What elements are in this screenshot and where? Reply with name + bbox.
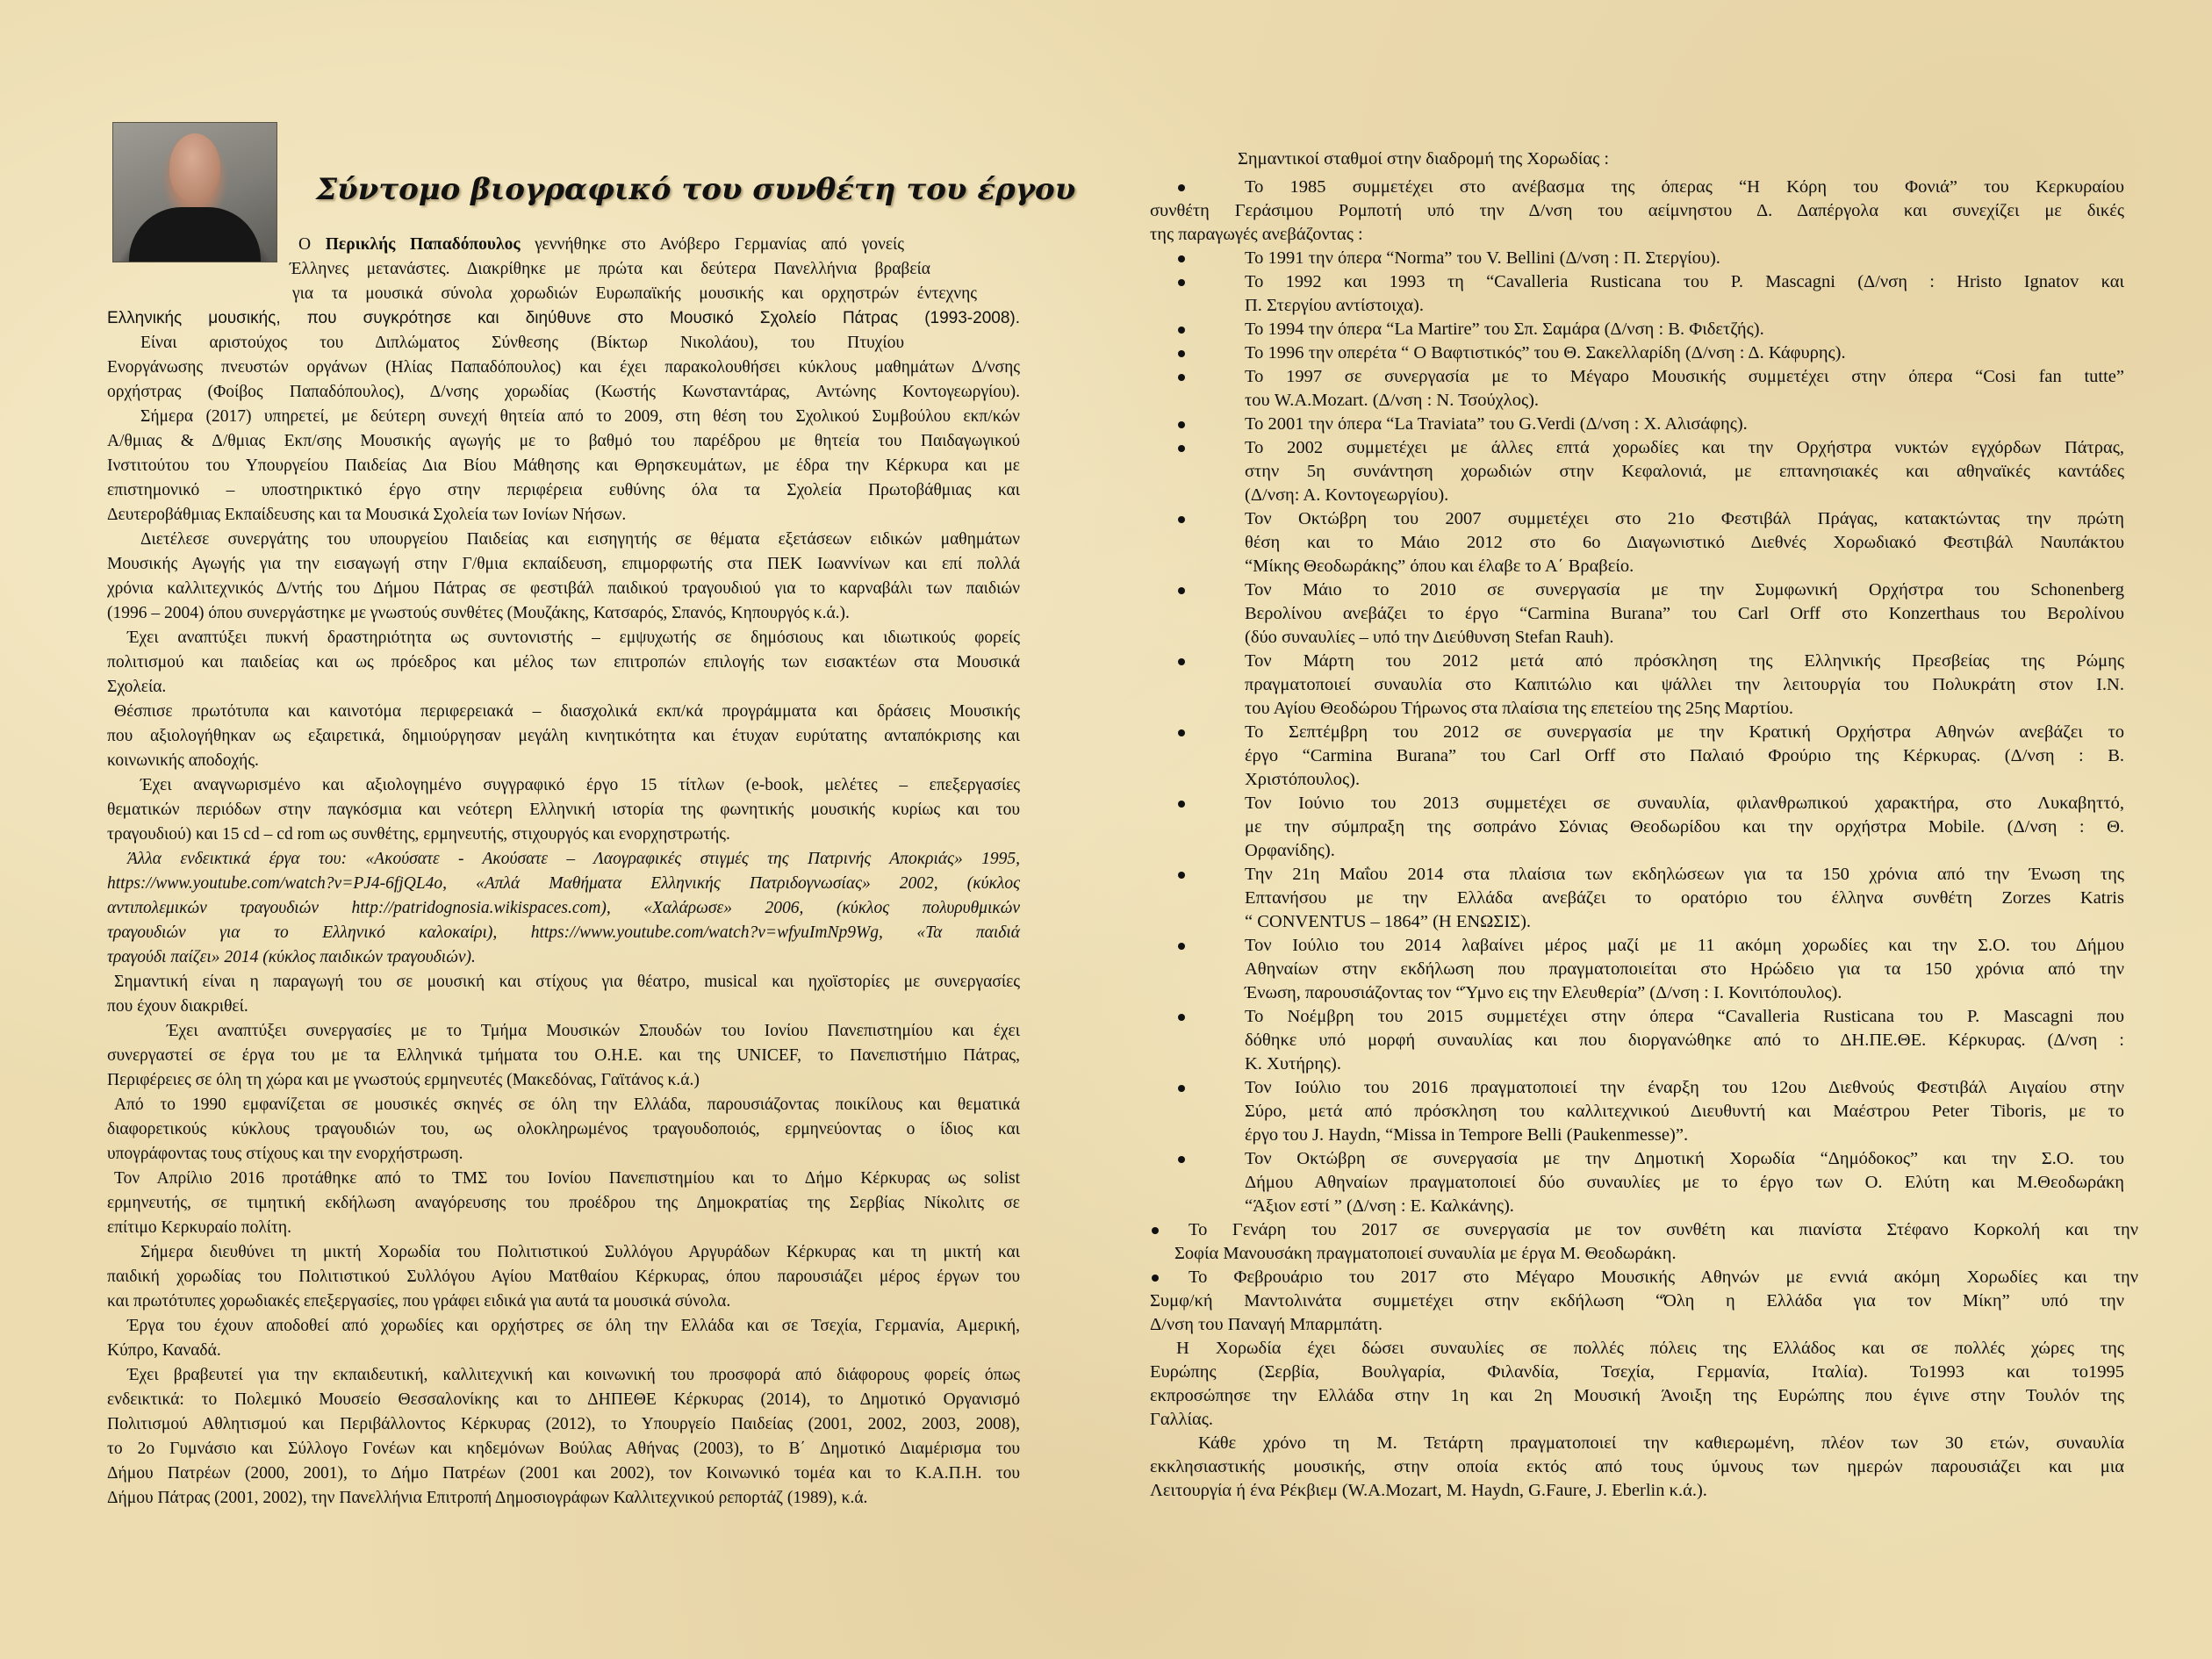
milestone-line: Ένωση, παρουσιάζοντας τον “Ύμνο εις την Ελευθερία” (Δ/νση : Ι. Κονιτόπουλος). (1245, 983, 1842, 1002)
milestone-line: Ευρώπης (Σερβία, Βουλγαρία, Φιλανδία, Τσεχία, Γερμανία, Ιταλία). Το1993 και το1995 (1150, 1362, 2124, 1382)
bullet-icon (1178, 184, 1185, 191)
bullet-icon (1178, 801, 1185, 808)
bio-line: Τον Απρίλιο 2016 προτάθηκε από το ΤΜΣ του Ιονίου Πανεπιστημίου και το Δήμο Κέρκυρας ως solist (114, 1169, 1020, 1188)
milestones-heading: Σημαντικοί σταθμοί στην διαδρομή της Χορωδίας : (1238, 149, 1610, 169)
bio-line: Ο Περικλής Παπαδόπουλος γεννήθηκε στο Ανόβερο Γερμανίας από γονείς (298, 235, 904, 254)
bullet-icon (1178, 872, 1185, 879)
bio-line: Έχει αναγνωρισμένο και αξιολογημένο συγγραφικό έργο 15 τίτλων (e-book, μελέτες – επεξεργασίες (140, 776, 1020, 794)
milestone-line: “ CONVENTUS – 1864” (Η ΕΝΩΣΙΣ). (1245, 912, 1532, 931)
bio-line: διαφορετικούς κύκλους τραγουδιών του, ως ολοκληρωμένος τραγουδοποιός, ερμηνεύοντας ο ίδιος και (107, 1120, 1020, 1138)
bullet-icon (1178, 1156, 1185, 1163)
bio-line: Έχει αναπτύξει συνεργασίες με το Τμήμα Μουσικών Σπουδών του Ιονίου Πανεπιστημίου και έχει (167, 1022, 1020, 1040)
milestone-line: Συμφ/κή Μαντολινάτα συμμετέχει στην εκδήλωση “Όλη η Ελλάδα για τον Μίκη” υπό την (1150, 1291, 2124, 1311)
milestone-line: Το Γενάρη του 2017 σε συνεργασία με τον συνθέτη και πιανίστα Στέφανο Κορκολή και την (1189, 1220, 2138, 1239)
milestone-line: Σοφία Μανουσάκη πραγματοποιεί συναυλία με έργα Μ. Θεοδωράκη. (1174, 1244, 1677, 1263)
milestone-line: στην 5η συνάντηση χορωδιών στην Κεφαλονιά, με επτανησιακές και αθηναϊκές καντάδες (1245, 462, 2124, 481)
milestone-line: (δύο συναυλίες – υπό την Διεύθυνση Stefan Rauh). (1245, 628, 1614, 647)
bullet-icon (1178, 279, 1185, 286)
milestone-line: Το 1985 συμμετέχει στο ανέβασμα της όπερας “Η Κόρη του Φονιά” του Κερκυραίου (1245, 177, 2124, 197)
bio-line: παιδική χορωδίας του Πολιτιστικού Συλλόγου Αγίου Ματθαίου Κέρκυρας, όπου παρουσιάζει μέρος έργων του (107, 1268, 1020, 1286)
milestone-line: Το 2001 την όπερα “La Traviata” του G.Verdi (Δ/νση : Χ. Αλισάφης). (1245, 414, 1748, 434)
bullet-icon (1178, 658, 1185, 665)
milestone-line: του Αγίου Θεοδώρου Τήρωνος στα πλαίσια της επετείου της 25ης Μαρτίου. (1245, 699, 1793, 718)
bullet-icon (1178, 421, 1185, 428)
bio-line: υπογράφοντας τους στίχους και την ενορχήστρωση. (107, 1145, 463, 1163)
bio-line: πολιτισμού και παιδείας και ως πρόεδρος και μέλος των επιτροπών επιλογής των εισακτέων στα Μουσικά (107, 653, 1020, 672)
bio-line: Δήμου Πάτρας (2001, 2002), την Πανελλήνια Επιτροπή Δημοσιογράφων Καλλιτεχνικού ρεπορτάζ (1989), κ.ά. (107, 1489, 868, 1507)
bullet-icon (1152, 1275, 1159, 1282)
milestone-line: Χριστόπουλος). (1245, 770, 1361, 789)
bio-line: Έχει βραβευτεί για την εκπαιδευτική, καλλιτεχνική και κοινωνική του προσφορά από διάφορους φορείς όπως (127, 1366, 1020, 1384)
milestone-line: έργο του J. Haydn, “Missa in Tempore Belli (Paukenmesse)”. (1245, 1125, 1689, 1145)
milestone-line: Ορφανίδης). (1245, 841, 1335, 860)
milestone-line: Το 1992 και 1993 τη “Cavalleria Rusticana του P. Mascagni (Δ/νση : Hristo Ignatov και (1245, 272, 2124, 291)
milestone-line: έργο “Carmina Burana” του Carl Orff στο Παλαιό Φρούριο της Κέρκυρας. (Δ/νση : Β. (1245, 746, 2124, 765)
milestone-line: Το 1991 την όπερα “Norma” του V. Bellini (Δ/νση : Π. Στεργίου). (1245, 248, 1720, 268)
bio-line: Διετέλεσε συνεργάτης του υπουργείου Παιδείας και εισηγητής σε θέματα εξετάσεων ειδικών μαθημάτων (140, 530, 1020, 549)
milestone-line: Κ. Χυτήρης). (1245, 1054, 1341, 1074)
bio-line: επιστημονικό – υποστηρικτικό έργο στην περιφέρεια ευθύνης όλα τα Σχολεία Πρωτοβάθμιας και (107, 481, 1020, 499)
milestone-line: Δήμου Αθηναίων πραγματοποιεί δύο συναυλίες με το έργο των Ο. Ελύτη και Μ.Θεοδωράκη (1245, 1173, 2124, 1192)
milestone-line: (Δ/νση: Α. Κοντογεωργίου). (1245, 485, 1449, 505)
bio-line: Σημαντική είναι η παραγωγή του σε μουσική και στίχους για θέατρο, musical και ηχοϊστορίες με συνεργασίες (114, 973, 1020, 991)
milestone-line: Την 21η Μαΐου 2014 στα πλαίσια των εκδηλώσεων για τα 150 χρόνια από την Ένωση της (1245, 865, 2124, 884)
bio-line: που έχουν διακριθεί. (107, 997, 248, 1016)
milestone-line: δόθηκε υπό μορφή συναυλίας και που διοργανώθηκε από το ΔΗ.ΠΕ.ΘΕ. Κέρκυρας. (Δ/νση : (1245, 1031, 2124, 1050)
milestone-line: Τον Μάρτη του 2012 μετά από πρόσκληση της Ελληνικής Πρεσβείας της Ρώμης (1245, 651, 2124, 671)
bio-line: Έχει αναπτύξει πυκνή δραστηριότητα ως συντονιστής – εμψυχωτής σε δημόσιους και ιδιωτικούς φορείς (127, 628, 1020, 647)
bio-line: αντιπολεμικών τραγουδιών http://patridognosia.wikispaces.com), «Χαλάρωσε» 2006, (κύκλος πολυρυθμικών (107, 899, 1020, 917)
bio-line: που αξιολογήθηκαν ως εξαιρετικά, δημιούργησαν μεγάλη κινητικότητα και έτυχαν ευρύτατης ανταπόκρισης και (107, 727, 1020, 745)
milestone-line: Το Φεβρουάριο του 2017 στο Μέγαρο Μουσικής Αθηνών με εννιά ακόμη Χορωδίες και την (1189, 1268, 2138, 1287)
bio-line: Δευτεροβάθμιας Εκπαίδευσης και τα Μουσικά Σχολεία των Ιονίων Νήσων. (107, 506, 627, 524)
bio-line: Ελληνικής μουσικής, που συγκρότησε και διηύθυνε στο Μουσικό Σχολείο Πάτρας (1993-2008). (107, 309, 1020, 327)
milestone-line: Τον Οκτώβρη σε συνεργασία με την Δημοτική Χορωδία “Δημόδοκος” και την Σ.Ο. του (1245, 1149, 2124, 1168)
bio-line: και πρωτότυπες χορωδιακές επεξεργασίες, που γράφει ειδικά για αυτά τα μουσικά σύνολα. (107, 1292, 731, 1311)
composer-photo (112, 122, 277, 262)
bio-line: Σχολεία. (107, 678, 167, 696)
bio-line: Σήμερα (2017) υπηρετεί, με δεύτερη συνεχή θητεία από το 2009, στη θέση του Σχολικού Συμβούλου εκπ/κών (140, 407, 1020, 426)
bio-line: συνεργαστεί σε έργα του με τα Ελληνικά τμήματα του Ο.Η.Ε. και της UNICEF, το Πανεπιστήμιο Πάτρας, (107, 1046, 1020, 1065)
bio-line: Σήμερα διευθύνει τη μικτή Χορωδία του Πολιτιστικού Συλλόγου Αργυράδων Κέρκυρας και τη μικτή και (140, 1243, 1020, 1261)
bio-line: τραγουδιών για το Ελληνικό καλοκαίρι), https://www.youtube.com/watch?v=wfyuImNp9Wg, «Τα παιδιά (107, 923, 1020, 942)
milestone-line: Το 1996 την οπερέτα “ Ο Βαφτιστικός” του Θ. Σακελλαρίδη (Δ/νση : Δ. Κάφυρης). (1245, 343, 1846, 363)
bio-line: ορχήστρας (Φοίβος Παπαδόπουλος), Δ/νσης χορωδίας (Κωστής Κωνσταντάρας, Αντώνης Κοντογεωργίου). (107, 383, 1020, 401)
bio-line: τραγουδιού) και 15 cd – cd rom ως συνθέτης, ερμηνευτής, στιχουργός και ενορχηστρωτής. (107, 825, 730, 844)
bio-line: Α/θμιας & Δ/θμιας Εκπ/σης Μουσικής αγωγής με το βαθμό του παρέδρου με θητεία του Παιδαγωγικού (107, 432, 1020, 450)
milestone-line: Επτανήσου με την Ελλάδα ανεβάζει το ορατόριο του έλληνα συνθέτη Zorzes Katris (1245, 888, 2124, 908)
milestone-line: Το Σεπτέμβρη του 2012 σε συνεργασία με την Κρατική Ορχήστρα Αθηνών ανεβάζει το (1245, 722, 2124, 742)
bullet-icon (1178, 327, 1185, 334)
milestone-line: Τον Ιούλιο του 2014 λαβαίνει μέρος μαζί με 11 ακόμη χορωδίες και την Σ.Ο. του Δήμου (1245, 936, 2124, 955)
milestone-line: Το 2002 συμμετέχει με άλλες επτά χορωδίες και την Ορχήστρα νυκτών εγχόρδων Πάτρας, (1245, 438, 2124, 457)
milestone-line: Η Χορωδία έχει δώσει συναυλίες σε πολλές πόλεις της Ελλάδος και σε πολλές χώρες της (1176, 1339, 2124, 1358)
milestone-line: Το Νοέμβρη του 2015 συμμετέχει στην όπερα “Cavalleria Rusticana του P. Mascagni που (1245, 1007, 2124, 1026)
bio-line: χρόνια καλλιτεχνικός Δ/ντής του Δήμου Πάτρας σε φεστιβάλ παιδικού τραγουδιού για το καρναβάλι των παιδιών (107, 579, 1020, 598)
bullet-icon (1152, 1227, 1159, 1234)
bio-line: Δήμου Πατρέων (2000, 2001), το Δήμο Πατρέων (2001 και 2002), τον Κοινωνικό τομέα και το Κ.Α.Π.Η. του (107, 1464, 1020, 1483)
bio-line: ερμηνευτής, σε τιμητική εκδήλωση αναγόρευσης του προέδρου της Δημοκρατίας της Σερβίας Νίκολιτς σε (107, 1194, 1020, 1212)
milestone-line: Τον Οκτώβρη του 2007 συμμετέχει στο 21ο Φεστιβάλ Πράγας, κατακτώντας την πρώτη (1245, 509, 2124, 528)
bio-line: Θέσπισε πρωτότυπα και καινοτόμα περιφερειακά – διασχολικά εκπ/κά προγράμματα και δράσεις Μουσικής (114, 702, 1020, 721)
bullet-icon (1178, 374, 1185, 381)
milestone-line: θέση και το Μάιο 2012 στο 6ο Διαγωνιστικό Διεθνές Χορωδιακό Φεστιβάλ Ναυπάκτου (1245, 533, 2124, 552)
milestone-line: Τον Μάιο το 2010 σε συνεργασία με την Συμφωνική Ορχήστρα του Schonenberg (1245, 580, 2124, 600)
milestone-line: Το 1997 σε συνεργασία με το Μέγαρο Μουσικής συμμετέχει στην όπερα “Cosi fan tutte” (1245, 367, 2124, 386)
bio-line: Άλλα ενδεικτικά έργα του: «Ακούσατε - Ακούσατε – Λαογραφικές στιγμές της Πατρινής Αποκριάς» 1995, (127, 850, 1020, 868)
bio-line: για τα μουσικά σύνολα χορωδιών Ευρωπαϊκής μουσικής και ορχηστρών έντεχνης (292, 284, 977, 303)
bio-line: το 2ο Γυμνάσιο και Σύλλογο Γονέων και κηδεμόνων Βούλας Αθήνας (2003), το Β΄ Δημοτικό Διαμέρισμα του (107, 1440, 1020, 1458)
milestone-line: “Μίκης Θεοδωράκης” όπου και έλαβε το Α΄ Βραβείο. (1245, 557, 1634, 576)
milestone-line: Αθηναίων στην εκδήλωση που πραγματοποιείται στο Ηρώδειο για τα 150 χρόνια από την (1245, 959, 2124, 979)
milestone-line: συνθέτη Γεράσιμου Ρομποτή υπό την Δ/νση του αείμνηστου Δ. Δαπέργολα και συνεχίζει με δικές (1150, 201, 2124, 220)
bio-line: Πολιτισμού Αθλητισμού και Περιβάλλοντος Κέρκυρας (2012), το Υπουργείο Παιδείας (2001, 2002, 2003, 2008), (107, 1415, 1020, 1433)
bio-line: ενδεικτικά: το Πολεμικό Μουσείο Θεσσαλονίκης και το ΔΗΠΕΘΕ Κέρκυρας (2014), το Δημοτικό Οργανισμό (107, 1390, 1020, 1409)
milestone-line: Κάθε χρόνο τη Μ. Τετάρτη πραγματοποιεί την καθιερωμένη, πλέον των 30 ετών, συναυλία (1198, 1433, 2124, 1453)
milestone-line: Λειτουργία ή ένα Ρέκβιεμ (W.A.Mozart, M. Haydn, G.Faure, J. Eberlin κ.ά.). (1150, 1481, 1707, 1500)
milestone-line: της παραγωγές ανεβάζοντας : (1150, 225, 1363, 244)
bio-line: Από το 1990 εμφανίζεται σε μουσικές σκηνές σε όλη την Ελλάδα, παρουσιάζοντας ποικίλους και θεματικά (114, 1095, 1020, 1114)
bio-line: Κύπρο, Καναδά. (107, 1341, 221, 1360)
bio-line: Περιφέρειες σε όλη τη χώρα και με γνωστούς ερμηνευτές (Μακεδόνας, Γαϊτάνος κ.ά.) (107, 1071, 700, 1089)
bullet-icon (1178, 729, 1185, 736)
bio-line: θεματικών περιόδων στην παγκόσμια και νεότερη Ελληνική ιστορία της φωνητικής μουσικής κυρίως και του (107, 801, 1020, 819)
milestone-line: Γαλλίας. (1150, 1410, 1213, 1429)
page-title: Σύντομο βιογραφικό του συνθέτη του έργου (316, 172, 1076, 207)
milestone-line: του W.A.Mozart. (Δ/νση : Ν. Τσούχλος). (1245, 391, 1540, 410)
bio-line: Είναι αριστούχος του Διπλώματος Σύνθεσης (Βίκτωρ Νικολάου), του Πτυχίου (140, 334, 904, 352)
bullet-icon (1178, 1085, 1185, 1092)
bio-line: Έλληνες μετανάστες. Διακρίθηκε με πρώτα και δεύτερα Πανελλήνια βραβεία (290, 260, 930, 278)
milestone-line: Τον Ιούνιο του 2013 συμμετέχει σε συναυλία, φιλανθρωπικού χαρακτήρα, στο Λυκαβηττό, (1245, 794, 2124, 813)
milestone-line: Σύρο, μετά από πρόσκληση του καλλιτεχνικού Διευθυντή και Μαέστρου Peter Tiboris, με το (1245, 1102, 2124, 1121)
milestone-line: Βερολίνου ανεβάζει το έργο “Carmina Burana” του Carl Orff στο Konzerthaus του Βερολίνου (1245, 604, 2124, 623)
milestone-line: εκκλησιαστικής μουσικής, στην οποία εκτός από τους ύμνους των ημερών παρουσιάζει και μια (1150, 1457, 2124, 1476)
bullet-icon (1178, 943, 1185, 950)
bullet-icon (1178, 350, 1185, 357)
bio-line: https://www.youtube.com/watch?v=PJ4-6fjQL4o, «Απλά Μαθήματα Ελληνικής Πατριδογνωσίας» 2002, (κύκλος (107, 874, 1020, 893)
milestone-line: εκπροσώπησε την Ελλάδα στην 1η και 2η Μουσική Άνοιξη της Ευρώπης που έγινε στην Τουλόν της (1150, 1386, 2124, 1405)
bio-line: κοινωνικής αποδοχής. (107, 751, 259, 770)
bio-line: Ινστιτούτου του Υπουργείου Παιδείας Δια Βίου Μάθησης και Θρησκευμάτων, με έδρα την Κέρκυρα και με (107, 456, 1020, 475)
bullet-icon (1178, 255, 1185, 262)
milestone-line: Π. Στεργίου αντίστοιχα). (1245, 296, 1424, 315)
milestone-line: Τον Ιούλιο του 2016 πραγματοποιεί την έναρξη του 12ου Διεθνούς Φεστιβάλ Αιγαίου στην (1245, 1078, 2124, 1097)
bullet-icon (1178, 445, 1185, 452)
bio-line: Μουσικής Αγωγής για την εισαγωγή στην Γ/θμια εκπαίδευση, επιμορφωτής στα ΠΕΚ Ιωαννίνων και επί πολλά (107, 555, 1020, 573)
milestone-line: πραγματοποιεί συναυλία στο Καπιτώλιο και ψάλλει την λειτουργία του Πολυκράτη στον Ι.Ν. (1245, 675, 2124, 694)
milestone-line: Το 1994 την όπερα “La Martire” του Σπ. Σαμάρα (Δ/νση : Β. Φιδετζής). (1245, 320, 1764, 339)
bio-line: επίτιμο Κερκυραίο πολίτη. (107, 1218, 291, 1237)
bio-line: τραγούδι παίζει» 2014 (κύκλος παιδικών τραγουδιών). (107, 948, 476, 966)
bio-line: Ενοργάνωσης πνευστών οργάνων (Ηλίας Παπαδόπουλος) και έχει παρακολουθήσει κύκλους μαθημάτων Δ/νσης (107, 358, 1020, 377)
bio-line: Έργα του έχουν αποδοθεί από χορωδίες και ορχήστρες σε όλη την Ελλάδα και σε Τσεχία, Γερμανία, Αμερική, (127, 1317, 1020, 1335)
bio-line: (1996 – 2004) όπου συνεργάστηκε με γνωστούς συνθέτες (Μουζάκης, Κατσαρός, Σπανός, Κηπουργός κ.ά.). (107, 604, 850, 622)
milestone-line: “Άξιον εστί ” (Δ/νση : Ε. Καλκάνης). (1245, 1196, 1514, 1216)
bullet-icon (1178, 1014, 1185, 1021)
bullet-icon (1178, 516, 1185, 523)
milestone-line: με την σύμπραξη της σοπράνο Σόνιας Θεοδωρίδου και την ορχήστρα Mobile. (Δ/νση : Θ. (1245, 817, 2124, 837)
bullet-icon (1178, 587, 1185, 594)
milestone-line: Δ/νση του Παναγή Μπαρμπάτη. (1150, 1315, 1382, 1334)
